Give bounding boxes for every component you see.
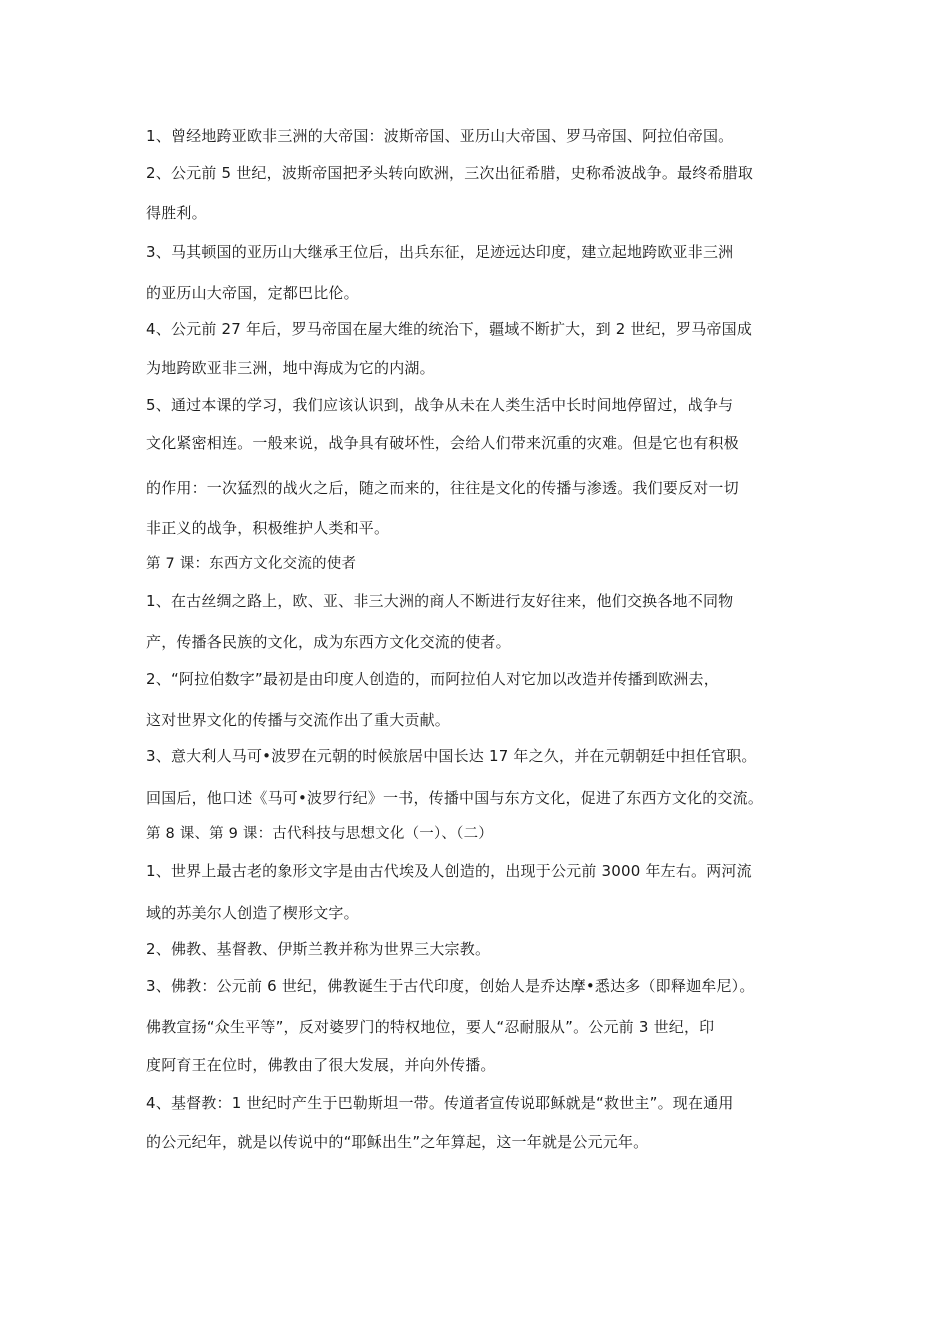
- text-line: 2、“阿拉伯数字”最初是由印度人创造的，而阿拉伯人对它加以改造并传播到欧洲去，: [146, 670, 719, 688]
- text-line: 2、公元前 5 世纪，波斯帝国把矛头转向欧洲，三次出征希腊，史称希波战争。最终希腊取: [146, 164, 754, 182]
- text-line: 2、佛教、基督教、伊斯兰教并称为世界三大宗教。: [146, 940, 491, 958]
- text-line: 度阿育王在位时，佛教由了很大发展，并向外传播。: [146, 1056, 496, 1074]
- text-line: 佛教宣扬“众生平等”，反对婆罗门的特权地位，要人“忍耐服从”。公元前 3 世纪，印: [146, 1018, 715, 1036]
- text-line: 为地跨欧亚非三洲，地中海成为它的内湖。: [146, 359, 435, 377]
- text-line: 4、公元前 27 年后，罗马帝国在屋大维的统治下，疆域不断扩大，到 2 世纪，罗马帝国成: [146, 320, 753, 338]
- text-line: 这对世界文化的传播与交流作出了重大贡献。: [146, 711, 451, 729]
- text-line: 1、在古丝绸之路上，欧、亚、非三大洲的商人不断进行友好往来，他们交换各地不同物: [146, 592, 734, 610]
- text-line: 3、意大利人马可•波罗在元朝的时候旅居中国长达 17 年之久，并在元朝朝廷中担任官职。: [146, 747, 757, 765]
- text-line: 3、马其顿国的亚历山大继承王位后，出兵东征，足迹远达印度，建立起地跨欧亚非三洲: [146, 243, 734, 261]
- text-line: 文化紧密相连。一般来说，战争具有破坏性，会给人们带来沉重的灾难。但是它也有积极: [146, 434, 739, 452]
- lesson-heading: 第 8 课、第 9 课：古代科技与思想文化（一）、（二）: [146, 826, 493, 842]
- text-line: 非正义的战争，积极维护人类和平。: [146, 519, 390, 537]
- text-line: 1、曾经地跨亚欧非三洲的大帝国：波斯帝国、亚历山大帝国、罗马帝国、阿拉伯帝国。: [146, 127, 734, 145]
- lesson-heading: 第 7 课：东西方文化交流的使者: [146, 556, 357, 572]
- text-line: 的亚历山大帝国，定都巴比伦。: [146, 284, 359, 302]
- text-line: 1、世界上最古老的象形文字是由古代埃及人创造的，出现于公元前 3000 年左右。两河流: [146, 862, 752, 880]
- text-line: 5、通过本课的学习，我们应该认识到，战争从未在人类生活中长时间地停留过，战争与: [146, 396, 734, 414]
- text-line: 的公元纪年，就是以传说中的“耶稣出生”之年算起，这一年就是公元元年。: [146, 1133, 649, 1151]
- text-line: 域的苏美尔人创造了楔形文字。: [146, 904, 359, 922]
- text-line: 产，传播各民族的文化，成为东西方文化交流的使者。: [146, 633, 511, 651]
- text-line: 得胜利。: [146, 204, 207, 222]
- text-line: 3、佛教：公元前 6 世纪，佛教诞生于古代印度，创始人是乔达摩•悉达多（即释迦牟尼）。: [146, 977, 755, 995]
- text-line: 的作用：一次猛烈的战火之后，随之而来的，往往是文化的传播与渗透。我们要反对一切: [146, 479, 739, 497]
- text-line: 回国后，他口述《马可•波罗行纪》一书，传播中国与东方文化，促进了东西方文化的交流。: [146, 789, 764, 807]
- text-line: 4、基督教：1 世纪时产生于巴勒斯坦一带。传道者宣传说耶稣就是“救世主”。现在通用: [146, 1094, 734, 1112]
